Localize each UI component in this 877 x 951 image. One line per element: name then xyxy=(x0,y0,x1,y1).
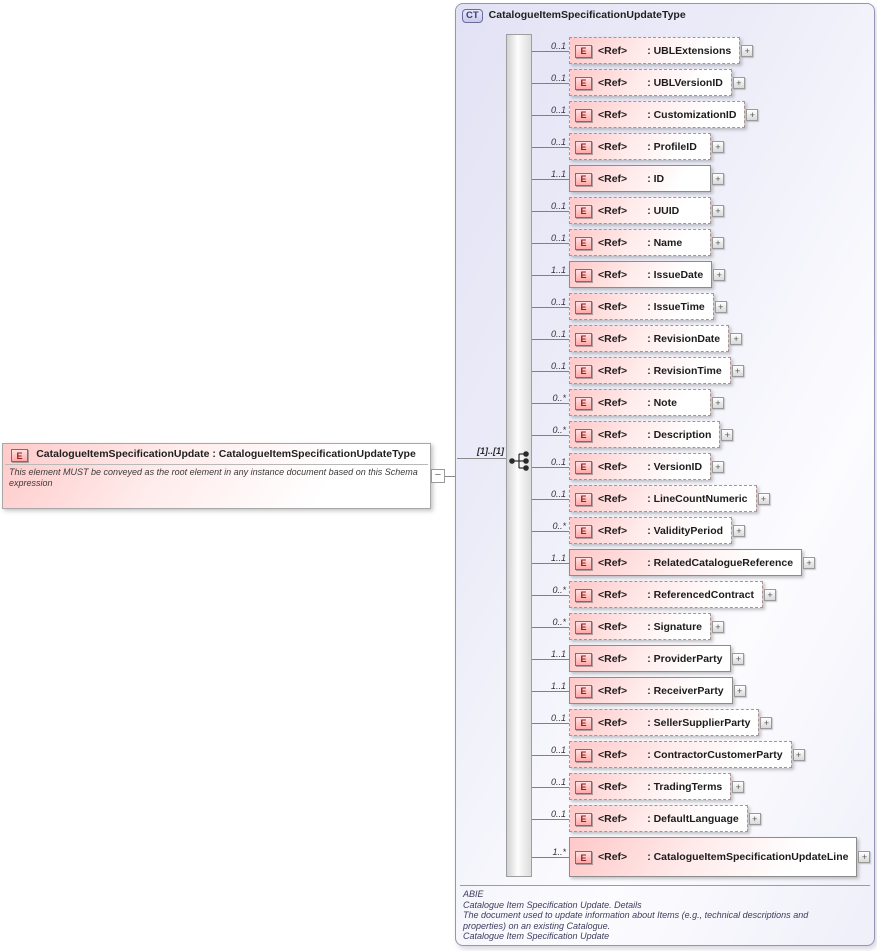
ref-keyword: <Ref> xyxy=(598,268,628,281)
cardinality-label: 0..1 xyxy=(550,72,566,83)
element-name: : ReceiverParty xyxy=(647,684,724,697)
element-icon: E xyxy=(575,397,592,410)
cardinality-label: 0..* xyxy=(552,584,566,595)
connector-line xyxy=(532,37,569,64)
ref-keyword: <Ref> xyxy=(598,140,628,153)
ref-keyword: <Ref> xyxy=(598,748,628,761)
element-ref-box[interactable] xyxy=(569,613,711,640)
expand-icon[interactable]: + xyxy=(733,525,745,537)
expand-icon[interactable]: + xyxy=(741,45,753,57)
root-element-title: CatalogueItemSpecificationUpdate : CatalogueItemSpecificationUpdateType xyxy=(36,448,416,460)
element-icon: E xyxy=(575,621,592,634)
expand-icon[interactable]: + xyxy=(858,851,870,863)
connector-line xyxy=(532,773,569,800)
element-icon: E xyxy=(575,205,592,218)
element-icon: E xyxy=(11,449,28,462)
ref-keyword: <Ref> xyxy=(598,492,628,505)
ref-keyword: <Ref> xyxy=(598,652,628,665)
connector-line xyxy=(532,197,569,224)
cardinality-label: 0..1 xyxy=(550,488,566,499)
child-element-row xyxy=(532,709,772,736)
element-name: : ProviderParty xyxy=(647,652,723,665)
ref-keyword: <Ref> xyxy=(598,428,628,441)
root-element-header xyxy=(3,444,430,463)
expand-icon[interactable]: + xyxy=(732,781,744,793)
children-list xyxy=(532,37,870,877)
child-element-row xyxy=(532,421,733,448)
expand-icon[interactable]: + xyxy=(746,109,758,121)
child-element-row xyxy=(532,37,753,64)
connector-line xyxy=(532,677,569,704)
element-ref-box[interactable] xyxy=(569,581,763,608)
element-name: : Note xyxy=(647,396,677,409)
cardinality-label: 0..1 xyxy=(550,744,566,755)
expand-icon[interactable]: + xyxy=(733,77,745,89)
connector-line xyxy=(532,485,569,512)
element-name: : Description xyxy=(647,428,712,441)
expand-icon[interactable]: + xyxy=(793,749,805,761)
root-element-box[interactable] xyxy=(2,443,431,509)
element-icon: E xyxy=(575,653,592,666)
expand-icon[interactable]: + xyxy=(749,813,761,825)
connector-line xyxy=(532,229,569,256)
ref-keyword: <Ref> xyxy=(598,172,628,185)
element-icon: E xyxy=(575,365,592,378)
element-name: : LineCountNumeric xyxy=(647,492,748,505)
connector-line xyxy=(532,133,569,160)
child-element-row xyxy=(532,229,724,256)
connector-line xyxy=(532,581,569,608)
element-icon: E xyxy=(575,781,592,794)
element-name: : RevisionDate xyxy=(647,332,721,345)
element-ref-box[interactable] xyxy=(569,325,729,352)
connector-line xyxy=(532,613,569,640)
child-element-row xyxy=(532,485,770,512)
cardinality-label: 1..1 xyxy=(550,648,566,659)
expand-icon[interactable]: + xyxy=(764,589,776,601)
element-ref-box[interactable] xyxy=(569,165,711,192)
element-icon: E xyxy=(575,813,592,826)
ref-keyword: <Ref> xyxy=(598,524,628,537)
element-name: : ValidityPeriod xyxy=(647,524,724,537)
cardinality-label: 0..1 xyxy=(550,40,566,51)
ref-keyword: <Ref> xyxy=(598,851,628,863)
annotation-dictionary-entry: Catalogue Item Specification Update. Details xyxy=(463,899,642,910)
ref-keyword: <Ref> xyxy=(598,332,628,345)
child-element-row xyxy=(532,197,724,224)
element-ref-box[interactable] xyxy=(569,677,733,704)
expand-icon[interactable]: + xyxy=(803,557,815,569)
element-ref-box[interactable] xyxy=(569,773,731,800)
cardinality-label: 0..1 xyxy=(550,776,566,787)
element-ref-box[interactable] xyxy=(569,837,857,877)
expand-icon[interactable]: + xyxy=(758,493,770,505)
expand-icon[interactable]: + xyxy=(721,429,733,441)
ref-keyword: <Ref> xyxy=(598,684,628,697)
connector-line xyxy=(532,293,569,320)
cardinality-label: 0..1 xyxy=(550,360,566,371)
element-icon: E xyxy=(575,749,592,762)
cardinality-label: 0..1 xyxy=(550,712,566,723)
element-ref-box[interactable] xyxy=(569,741,792,768)
element-ref-box[interactable] xyxy=(569,293,714,320)
connector-line xyxy=(532,165,569,192)
expand-icon[interactable]: + xyxy=(760,717,772,729)
element-icon: E xyxy=(575,557,592,570)
connector-line xyxy=(532,261,569,288)
element-icon: E xyxy=(575,141,592,154)
connector-line xyxy=(532,741,569,768)
ref-keyword: <Ref> xyxy=(598,300,628,313)
cardinality-label: 0..1 xyxy=(550,232,566,243)
child-element-row xyxy=(532,69,745,96)
cardinality-label: 0..* xyxy=(552,616,566,627)
cardinality-label: 0..1 xyxy=(550,456,566,467)
element-ref-box[interactable] xyxy=(569,485,757,512)
collapse-icon[interactable]: − xyxy=(431,469,445,483)
root-element-annotation: This element MUST be conveyed as the root element in any instance document based on this Schema expression xyxy=(9,467,418,488)
annotation-kind: ABIE xyxy=(463,889,484,899)
cardinality-label: 0..1 xyxy=(550,200,566,211)
connector-line xyxy=(532,805,569,832)
child-element-row xyxy=(532,261,725,288)
element-name: : CatalogueItemSpecificationUpdateLine xyxy=(647,851,849,863)
cardinality-label: 0..1 xyxy=(550,808,566,819)
connector-line xyxy=(532,645,569,672)
ref-keyword: <Ref> xyxy=(598,556,628,569)
child-element-row xyxy=(532,453,724,480)
child-element-row xyxy=(532,613,724,640)
element-icon: E xyxy=(575,269,592,282)
element-name: : SellerSupplierParty xyxy=(647,716,751,729)
child-element-row xyxy=(532,165,724,192)
element-icon: E xyxy=(575,45,592,58)
ref-keyword: <Ref> xyxy=(598,108,628,121)
element-ref-box[interactable] xyxy=(569,805,748,832)
ref-keyword: <Ref> xyxy=(598,236,628,249)
child-element-row xyxy=(532,773,744,800)
cardinality-label: 1..1 xyxy=(550,552,566,563)
element-name: : RevisionTime xyxy=(647,364,722,377)
element-ref-box[interactable] xyxy=(569,101,745,128)
expand-icon[interactable]: + xyxy=(712,141,724,153)
element-name: : IssueTime xyxy=(647,300,705,313)
element-icon: E xyxy=(575,461,592,474)
element-ref-box[interactable] xyxy=(569,229,711,256)
element-name: : ReferencedContract xyxy=(647,588,754,601)
child-element-row xyxy=(532,741,805,768)
child-element-row xyxy=(532,581,776,608)
element-name: : ProfileID xyxy=(647,140,697,153)
element-ref-box[interactable] xyxy=(569,133,711,160)
element-icon: E xyxy=(575,173,592,186)
ref-keyword: <Ref> xyxy=(598,460,628,473)
cardinality-label: 1..1 xyxy=(550,168,566,179)
expand-icon[interactable]: + xyxy=(712,173,724,185)
annotation-object-class: Catalogue Item Specification Update xyxy=(463,931,610,941)
connector-line xyxy=(532,837,569,877)
element-icon: E xyxy=(575,429,592,442)
element-name: : CustomizationID xyxy=(647,108,737,121)
element-icon: E xyxy=(575,525,592,538)
child-element-row xyxy=(532,549,815,576)
cardinality-label: 0..1 xyxy=(550,296,566,307)
expand-icon[interactable]: + xyxy=(712,461,724,473)
connector-line xyxy=(532,709,569,736)
complex-type-icon: CT xyxy=(462,9,483,23)
element-ref-box[interactable] xyxy=(569,69,732,96)
cardinality-label: 0..* xyxy=(552,392,566,403)
element-name: : TradingTerms xyxy=(647,780,723,793)
element-name: : Name xyxy=(647,236,683,249)
element-icon: E xyxy=(575,237,592,250)
complex-type-title: CatalogueItemSpecificationUpdateType xyxy=(488,9,686,21)
element-icon: E xyxy=(575,77,592,90)
element-ref-box[interactable] xyxy=(569,37,740,64)
connector-line xyxy=(532,389,569,416)
element-ref-box[interactable] xyxy=(569,517,732,544)
ref-keyword: <Ref> xyxy=(598,588,628,601)
child-element-row xyxy=(532,357,744,384)
expand-icon[interactable]: + xyxy=(712,237,724,249)
element-ref-box[interactable] xyxy=(569,261,712,288)
cardinality-label: 0..* xyxy=(552,424,566,435)
group-connector-line xyxy=(457,458,507,459)
annotation-definition: The document used to update information about Items (e.g., technical descriptions and properties) on an existing Catalogue. xyxy=(463,910,809,931)
element-name: : RelatedCatalogueReference xyxy=(647,556,794,569)
connector-line xyxy=(532,357,569,384)
expand-icon[interactable]: + xyxy=(732,653,744,665)
cardinality-label: 0..1 xyxy=(550,328,566,339)
child-element-row xyxy=(532,837,870,877)
cardinality-label: 0..1 xyxy=(550,104,566,115)
ref-keyword: <Ref> xyxy=(598,204,628,217)
element-name: : Signature xyxy=(647,620,703,633)
element-ref-box[interactable] xyxy=(569,357,731,384)
connector-line xyxy=(532,517,569,544)
element-name: : UUID xyxy=(647,204,680,217)
element-icon: E xyxy=(575,717,592,730)
expand-icon[interactable]: + xyxy=(712,397,724,409)
element-icon: E xyxy=(575,589,592,602)
child-element-row xyxy=(532,133,724,160)
expand-icon[interactable]: + xyxy=(715,301,727,313)
cardinality-label: 0..1 xyxy=(550,136,566,147)
child-element-row xyxy=(532,517,745,544)
cardinality-label: 1..* xyxy=(552,847,566,857)
cardinality-label: 0..* xyxy=(552,520,566,531)
element-ref-box[interactable] xyxy=(569,421,720,448)
element-name: : UBLVersionID xyxy=(647,76,723,89)
ref-keyword: <Ref> xyxy=(598,364,628,377)
child-element-row xyxy=(532,325,742,352)
ref-keyword: <Ref> xyxy=(598,620,628,633)
expand-icon[interactable]: + xyxy=(734,685,746,697)
element-name: : ID xyxy=(647,172,665,185)
element-ref-box[interactable] xyxy=(569,389,711,416)
connector-line xyxy=(532,69,569,96)
element-icon: E xyxy=(575,333,592,346)
element-icon: E xyxy=(575,493,592,506)
ref-keyword: <Ref> xyxy=(598,716,628,729)
group-cardinality-label: [1]..[1] xyxy=(477,446,504,456)
cardinality-label: 1..1 xyxy=(550,680,566,691)
child-element-row xyxy=(532,389,724,416)
element-ref-box[interactable] xyxy=(569,453,711,480)
expand-icon[interactable]: + xyxy=(730,333,742,345)
element-icon: E xyxy=(575,851,592,864)
element-name: : IssueDate xyxy=(647,268,704,281)
connector-line xyxy=(532,325,569,352)
child-element-row xyxy=(532,293,727,320)
element-name: : DefaultLanguage xyxy=(647,812,739,825)
element-name: : VersionID xyxy=(647,460,703,473)
connector-line xyxy=(532,453,569,480)
element-icon: E xyxy=(575,109,592,122)
element-ref-box[interactable] xyxy=(569,549,802,576)
connector-line xyxy=(532,101,569,128)
sequence-icon xyxy=(508,450,532,472)
ref-keyword: <Ref> xyxy=(598,44,628,57)
complex-type-header xyxy=(462,9,701,23)
element-icon: E xyxy=(575,301,592,314)
element-ref-box[interactable] xyxy=(569,645,731,672)
child-element-row xyxy=(532,101,758,128)
complex-type-box xyxy=(455,3,875,946)
element-ref-box[interactable] xyxy=(569,197,711,224)
expand-icon[interactable]: + xyxy=(713,269,725,281)
child-element-row xyxy=(532,677,746,704)
cardinality-label: 1..1 xyxy=(550,264,566,275)
element-icon: E xyxy=(575,685,592,698)
expand-icon[interactable]: + xyxy=(712,205,724,217)
ref-keyword: <Ref> xyxy=(598,396,628,409)
type-annotation xyxy=(460,885,870,942)
expand-icon[interactable]: + xyxy=(712,621,724,633)
connector-line xyxy=(532,421,569,448)
element-name: : ContractorCustomerParty xyxy=(647,748,783,761)
expand-icon[interactable]: + xyxy=(732,365,744,377)
ref-keyword: <Ref> xyxy=(598,812,628,825)
child-element-row xyxy=(532,645,744,672)
child-element-row xyxy=(532,805,761,832)
element-ref-box[interactable] xyxy=(569,709,759,736)
connector-line xyxy=(532,549,569,576)
ref-keyword: <Ref> xyxy=(598,780,628,793)
ref-keyword: <Ref> xyxy=(598,76,628,89)
element-name: : UBLExtensions xyxy=(647,44,732,57)
